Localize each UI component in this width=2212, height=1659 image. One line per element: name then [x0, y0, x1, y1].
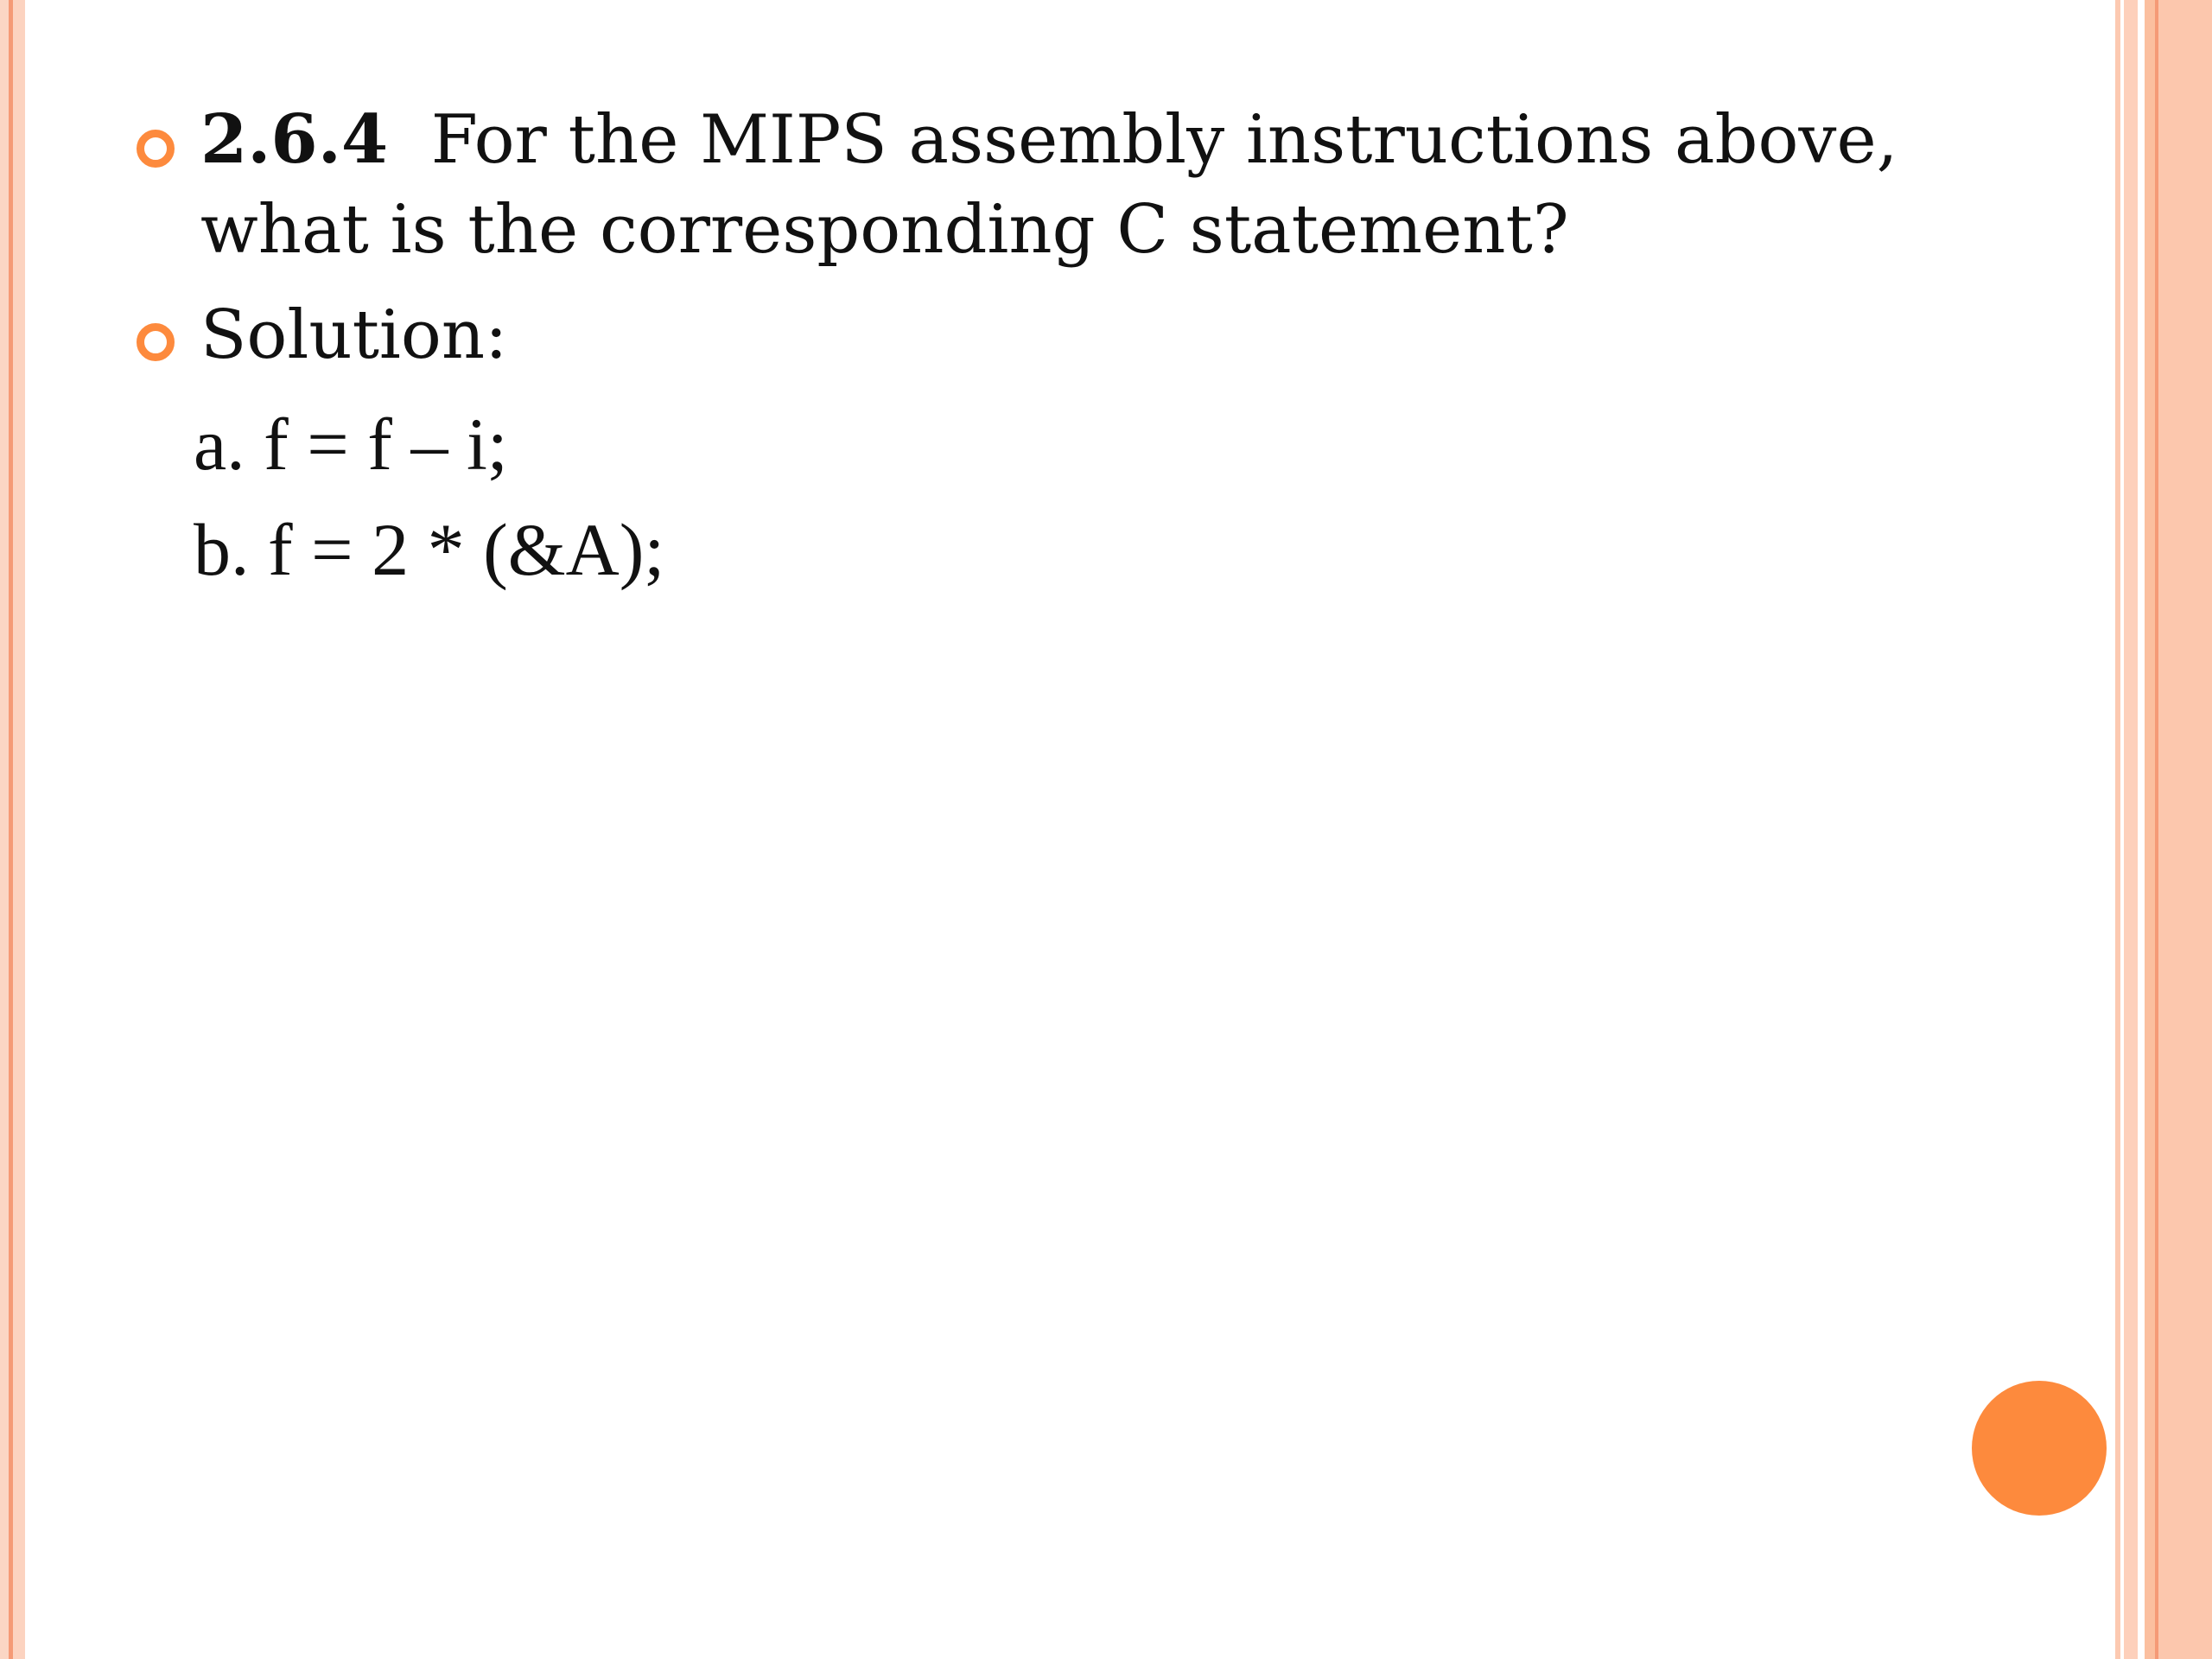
- answer-b: b. f = 2 * (&A);: [194, 508, 665, 591]
- question-line-2: [200, 185, 1569, 275]
- question-line-1: [200, 95, 1897, 185]
- decorative-orange-circle: [1972, 1381, 2107, 1516]
- solution-label: Solution:: [200, 296, 508, 374]
- bullet-circle-icon: [137, 323, 175, 361]
- right-border-stripe: [2124, 0, 2138, 1659]
- question-number: 2.6.4: [200, 100, 389, 179]
- question-text-1: For the MIPS assembly instructions above,: [430, 101, 1898, 179]
- left-border-stripe: [0, 0, 9, 1659]
- question-text-2: what is the corresponding C statement?: [200, 191, 1569, 269]
- right-border-stripe: [2145, 0, 2155, 1659]
- right-border-stripe: [2158, 0, 2212, 1659]
- answer-a: a. f = f – i;: [194, 403, 508, 486]
- left-border-stripe: [13, 0, 25, 1659]
- right-border-stripe: [2138, 0, 2145, 1659]
- solution-heading: [200, 290, 507, 380]
- bullet-circle-icon: [137, 130, 175, 168]
